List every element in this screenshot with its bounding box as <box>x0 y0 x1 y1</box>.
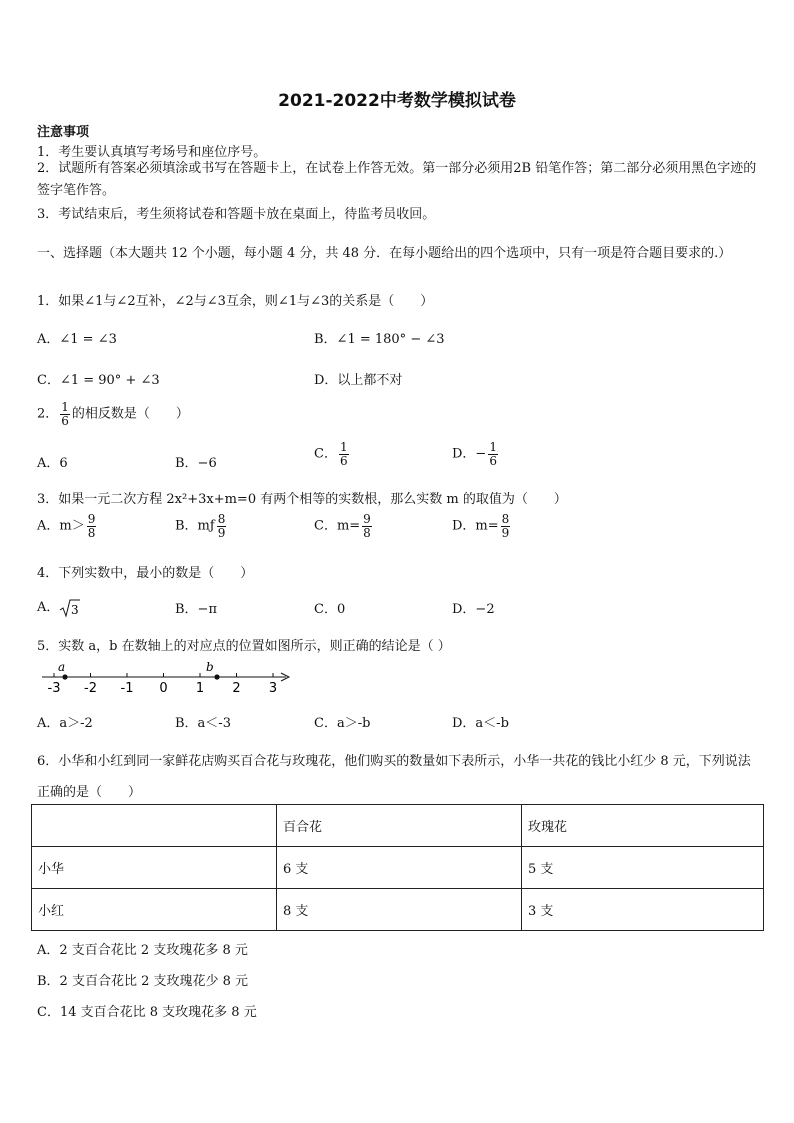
q2-option-c: C． $\frac{1}{6}$ <box>314 440 348 468</box>
q2-prefix: 2． <box>37 406 59 422</box>
number-line-tick-label: -3 <box>47 681 61 696</box>
fraction: $\frac{1}{6}$ <box>489 440 497 468</box>
q6-option-a: A．2 支百合花比 2 支玫瑰花多 8 元 <box>37 943 248 958</box>
q4-option-c: C．0 <box>314 602 346 617</box>
question-3-stem: 3．如果一元二次方程 2x²+3x+m=0 有两个相等的实数根，那么实数 m 的取值为（ ） <box>37 492 567 507</box>
fraction: $\frac{1}{6}$ <box>339 440 348 468</box>
q3-option-d: D．m= $\frac{8}{9}$ <box>452 512 510 540</box>
table-header-row <box>32 805 764 847</box>
fraction: $\frac{8}{9}$ <box>217 512 226 540</box>
notice-item: 2．试题所有答案必须填涂或书写在答题卡上，在试卷上作答无效。第一部分必须用2B 铅笔作答；第二部分必须用黑色字迹的签字笔作答。 <box>37 161 757 198</box>
fraction: $\frac{8}{9}$ <box>501 512 510 540</box>
notice-item: 1．考生要认真填写考场号和座位序号。 <box>37 145 267 160</box>
section-heading: 一、选择题（本大题共 12 个小题，每小题 4 分，共 48 分．在每小题给出的四个选项中，只有一项是符合题目要求的.） <box>37 246 732 261</box>
sqrt-symbol <box>59 598 81 618</box>
q6-option-b: B．2 支百合花比 2 支玫瑰花少 8 元 <box>37 974 249 989</box>
question-5-stem: 5．实数 a，b 在数轴上的对应点的位置如图所示，则正确的结论是（ ） <box>37 639 451 654</box>
q5-option-c: C．a＞-b <box>314 716 371 731</box>
q5-option-b: B．a＜-3 <box>175 716 231 731</box>
q1-option-b: B．∠1 = 180° − ∠3 <box>314 332 445 347</box>
q2-option-b: B．−6 <box>175 456 217 471</box>
question-4-stem: 4．下列实数中，最小的数是（ ） <box>37 566 254 581</box>
fraction: $\frac{9}{8}$ <box>363 512 371 540</box>
table-header-cell: 玫瑰花 <box>522 805 764 847</box>
q1-option-a: A．∠1 = ∠3 <box>37 332 117 347</box>
notice-item: 3．考试结束后，考生须将试卷和答题卡放在桌面上，待监考员收回。 <box>37 207 436 222</box>
table-cell: 6 支 <box>277 847 522 889</box>
fraction: $\frac{9}{8}$ <box>87 512 96 540</box>
price-table <box>31 804 764 931</box>
q5-option-a: A．a＞-2 <box>37 716 93 731</box>
table-cell: 小红 <box>32 889 277 931</box>
q5-option-d: D．a＜-b <box>452 716 509 731</box>
question-6-stem: 6．小华和小红到同一家鲜花店购买百合花与玫瑰花，他们购买的数量如下表所示，小华一共花的钱比小红少 8 元，下列说法正确的是（ ） <box>37 754 751 800</box>
point-b-label: b <box>206 660 214 674</box>
notice-heading: 注意事项 <box>37 125 90 140</box>
q4-option-d: D．−2 <box>452 602 495 617</box>
q3-option-c: C．m= $\frac{9}{8}$ <box>314 512 371 540</box>
sqrt-radicand: 3 <box>71 602 80 617</box>
q4-option-a: A． 3 <box>37 596 81 618</box>
q1-option-c: C．∠1 = 90° + ∠3 <box>37 373 160 388</box>
number-line-tick-label: 2 <box>232 681 241 696</box>
question-1-stem: 1．如果∠1与∠2互补，∠2与∠3互余，则∠1与∠3的关系是（ ） <box>37 294 434 309</box>
point-a-dot <box>62 674 67 679</box>
q3-option-b: B．mƒ $\frac{8}{9}$ <box>175 512 226 540</box>
number-line-tick-label: 0 <box>159 681 168 696</box>
q3-option-a: A．m＞ $\frac{9}{8}$ <box>37 512 96 540</box>
table-row <box>32 889 764 931</box>
number-line-tick-label: 3 <box>268 681 278 696</box>
q1-option-d: D．以上都不对 <box>314 373 403 388</box>
number-line-tick-label: -2 <box>84 681 97 696</box>
table-header-cell: 百合花 <box>277 805 522 847</box>
table-cell: 8 支 <box>277 889 522 931</box>
table-cell: 3 支 <box>522 889 764 931</box>
q2-option-d: D．− $\frac{1}{6}$ <box>452 440 497 468</box>
question-2-stem <box>37 401 189 427</box>
number-line-tick-label: -1 <box>120 681 134 696</box>
q2-option-a: A．6 <box>37 456 68 471</box>
table-cell: 小华 <box>32 847 277 889</box>
point-b-dot <box>214 674 219 679</box>
page-title: 2021-2022中考数学模拟试卷 <box>278 91 516 111</box>
q4-option-b: B．−π <box>175 602 217 617</box>
table-cell: 5 支 <box>522 847 764 889</box>
point-a-label: a <box>58 660 66 674</box>
table-header-cell <box>32 805 277 847</box>
number-line-tick-label: 1 <box>195 681 205 696</box>
q6-option-c: C．14 支百合花比 8 支玫瑰花多 8 元 <box>37 1005 257 1020</box>
table-row <box>32 847 764 889</box>
number-line <box>36 658 296 698</box>
fraction: $\frac{1}{6}$ <box>61 400 69 428</box>
q2-suffix: 的相反数是（ ） <box>71 406 189 422</box>
